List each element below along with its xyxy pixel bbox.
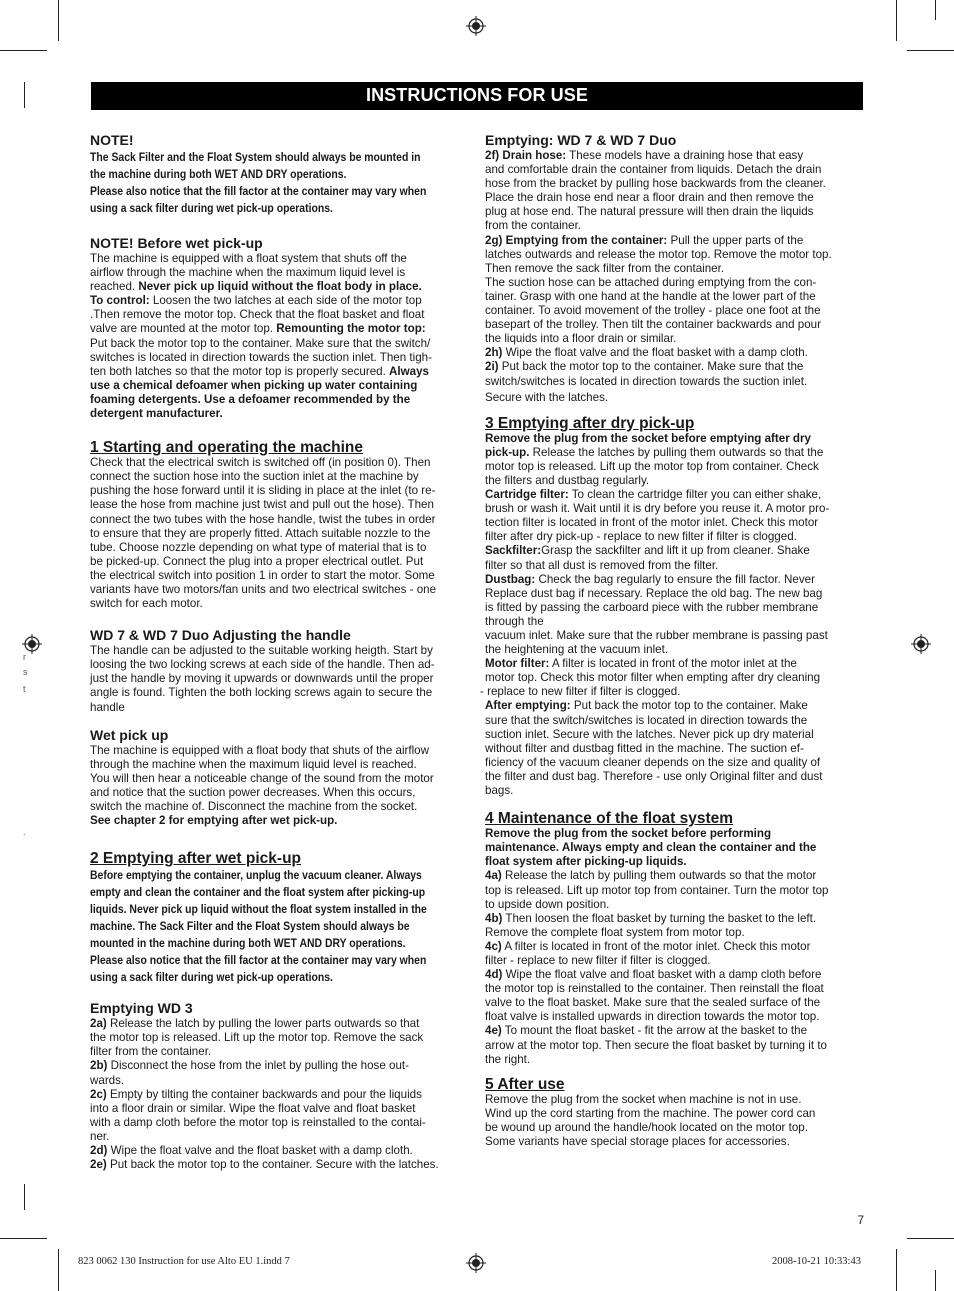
crop-mark — [907, 50, 954, 51]
body-line: plug at hose end. The natural pressure will then drain the liquids — [485, 205, 814, 219]
body-line: from the container. — [485, 219, 582, 233]
body-line: Please also notice that the fill factor at the container may vary when — [90, 954, 427, 968]
body-line: 2e) Put back the motor top to the container. Secure with the latches. — [90, 1158, 439, 1172]
body-line: motor top. Check this motor filter when empting after dry cleaning — [485, 671, 821, 685]
body-line: 4c) A filter is located in front of the motor inlet. Check this motor — [485, 939, 811, 953]
body-line: To control: Loosen the two latches at each side of the motor top — [90, 294, 422, 308]
footer-timestamp: 2008-10-21 10:33:43 — [772, 1256, 861, 1267]
body-line: connect the two tubes with the hose handle, twist the tubes in order — [90, 512, 436, 526]
margin-mark: s — [23, 667, 28, 677]
body-line: latches outwards and release the motor top. Remove the motor top. — [485, 247, 832, 261]
body-line: Some variants have special storage places for accessories. — [485, 1135, 790, 1148]
body-line: Remove the plug from the socket before emptying after dry — [485, 431, 811, 445]
body-line: The handle can be adjusted to the suitable working heigth. Start by — [90, 644, 433, 658]
body-line: filter so that all dust is removed from the filter. — [485, 558, 719, 572]
body-line: float system after picking-up liquids. — [485, 855, 687, 869]
registration-mark-icon — [466, 1253, 486, 1273]
body-line: Dustbag: Check the bag regularly to ensure the fill factor. Never — [485, 572, 815, 586]
title-bar — [91, 82, 863, 110]
body-line: basepart of the trolley. Then tilt the container backwards and pour — [485, 318, 821, 332]
emptying-wd3-heading: Emptying WD 3 — [90, 1000, 193, 1017]
body-line: 2h) Wipe the float valve and the float basket with a damp cloth. — [485, 346, 808, 360]
body-line: sure that the switch/switches is located in direction towards the — [485, 713, 808, 727]
body-line: valve are mounted at the motor top. Remounting the motor top: — [90, 322, 426, 336]
body-line: Replace dust bag if necessary. Replace the old bag. The new bag — [485, 586, 823, 600]
body-line: into a floor drain or similar. Wipe the float valve and float basket — [90, 1101, 416, 1115]
body-line: angle is found. Tighten the both locking screws again to secure the — [90, 686, 433, 700]
body-line: the motor top is reinstalled to the container. Then reinstall the float — [485, 982, 824, 996]
body-line: Remove the plug from the socket when machine is not in use. — [485, 1092, 802, 1106]
emptying-wd7-heading: Emptying: WD 7 & WD 7 Duo — [485, 132, 677, 148]
body-line: brush or wash it. Wait until it is dry before you reuse it. A motor pro- — [485, 502, 830, 516]
body-line: 2i) Put back the motor top to the container. Make sure that the — [485, 360, 804, 374]
body-line: the electrical switch into position 1 in order to start the motor. Some — [90, 568, 435, 582]
body-line: Remove the complete float system from motor top. — [485, 925, 745, 939]
body-line: be picked-up. Connect the plug into a proper electrical outlet. Put — [90, 554, 424, 568]
note1-text: using a sack filter during wet pick-up operations. — [90, 202, 333, 215]
body-line: the heightening at the vacuum inlet. — [485, 643, 669, 657]
body-line: to ensure that they are properly fitted. Attach suitable nozzle to the — [90, 526, 431, 540]
crop-mark — [896, 1249, 897, 1291]
body-line: using a sack filter during wet pick-up operations. — [90, 971, 333, 985]
registration-mark-icon — [466, 16, 486, 36]
body-line: pick-up. Release the latches by pulling them outwards so that the — [485, 445, 824, 459]
body-line: 2c) Empty by tilting the container backwards and pour the liquids — [90, 1087, 422, 1101]
body-line: 4a) Release the latch by pulling them outwards so that the motor — [485, 869, 817, 883]
section-4-heading: 4 Maintenance of the float system — [485, 810, 734, 828]
body-line: After emptying: Put back the motor top to the container. Make — [485, 699, 808, 713]
body-line: ten both latches so that the motor top is properly secured. Always — [90, 364, 429, 378]
body-line: The machine is equipped with a float system that shuts off the — [90, 252, 407, 265]
crop-mark — [24, 82, 25, 108]
body-line: empty and clean the container and the float system after picking-up — [90, 886, 426, 900]
body-line: switch/switches is located in direction towards the suction inlet. — [485, 374, 808, 388]
body-line: wards. — [90, 1073, 125, 1087]
crop-mark — [907, 1238, 954, 1239]
body-line: liquids. Never pick up liquid without the float system installed in the — [90, 903, 427, 917]
body-line: switches is located in direction towards the suction inlet. Then tigh- — [90, 350, 432, 364]
body-line: You will then hear a noticeable change of the sound from the motor — [90, 771, 434, 785]
body-line: with a damp cloth before the motor top is reinstalled to the contai- — [90, 1115, 426, 1129]
body-line: vacuum inlet. Make sure that the rubber membrane is passing past — [485, 629, 828, 642]
body-line: 4e) To mount the float basket - fit the arrow at the basket to the — [485, 1024, 808, 1038]
body-line: Wind up the cord starting from the machine. The power cord can — [485, 1106, 816, 1120]
body-line: machine. The Sack Filter and the Float System should always be — [90, 920, 410, 934]
body-line: ficiency of the vacuum cleaner depends on the size and quality of — [485, 755, 821, 769]
body-line: detergent manufacturer. — [90, 407, 223, 421]
body-line: the filters and dustbag regularly. — [485, 473, 650, 487]
body-line: is fitted by passing the carboard piece with the rubber membrane — [485, 600, 819, 614]
body-line: variants have two motors/fan units and two electrical switches - one — [90, 582, 437, 596]
body-line: airflow through the machine when the maximum liquid level is — [90, 266, 406, 280]
body-line: foaming detergents. Use a defoamer recommended by the — [90, 392, 411, 406]
body-line: - replace to new filter if filter is clogged. — [480, 685, 681, 699]
note1-text: The Sack Filter and the Float System should always be mounted in — [90, 151, 421, 164]
body-line: lease the hose from machine just twist and pull out the hose). Then — [90, 498, 434, 512]
body-line: without filter and dustbag fitted in the machine. The suction ef- — [485, 741, 804, 755]
body-line: bags. — [485, 784, 514, 798]
body-line: .Then remove the motor top. Check that the float basket and float — [90, 308, 425, 322]
section-5-heading: 5 After use — [485, 1075, 565, 1093]
body-line: through the — [485, 614, 544, 628]
body-line: ner. — [90, 1129, 110, 1143]
body-line: The machine is equipped with a float body that shuts of the airflow — [90, 743, 429, 757]
body-line: be wound up around the handle/hook located on the motor top. — [485, 1120, 808, 1134]
body-line: filter - replace to new filter if filter is clogged. — [485, 953, 711, 967]
body-line: tainer. Grasp with one hand at the handle at the lower part of the — [485, 289, 816, 303]
footer-filename: 823 0062 130 Instruction for use Alto EU 1.indd 7 — [78, 1256, 290, 1267]
crop-mark — [0, 1238, 47, 1239]
body-line: the liquids into a floor drain or similar. — [485, 332, 677, 346]
body-line: use a chemical defoamer when picking up water containing — [90, 378, 418, 392]
handle-heading: WD 7 & WD 7 Duo Adjusting the handle — [90, 627, 351, 644]
body-line: mounted in the machine during both WET AND DRY operations. — [90, 937, 406, 951]
section-1-heading: 1 Starting and operating the machine — [90, 439, 364, 457]
body-line: tection filter is located in front of the motor inlet. Check this motor — [485, 516, 819, 530]
registration-mark-icon — [911, 634, 931, 654]
body-line: and notice that the suction power decreases. When this occurs, — [90, 785, 416, 799]
body-line: reached. Never pick up liquid without the float body in place. — [90, 280, 422, 294]
body-line: valve to the float basket. Make sure that the sealed surface of the — [485, 996, 821, 1010]
body-line: 4b) Then loosen the float basket by turning the basket to the left. — [485, 911, 817, 925]
body-line: The suction hose can be attached during emptying from the con- — [485, 275, 817, 289]
page-title: INSTRUCTIONS FOR USE — [365, 85, 588, 105]
section-2-heading: 2 Emptying after wet pick-up — [90, 850, 302, 868]
body-line: switch the machine of. Disconnect the machine from the socket. — [90, 800, 418, 813]
body-line: suction inlet. Secure with the latches. Never pick up dry material — [485, 727, 814, 741]
crop-mark — [58, 1249, 59, 1291]
body-line: through the machine when the maximum liquid level is reached. — [90, 757, 417, 771]
crop-mark — [0, 50, 47, 51]
body-line: motor top is released. Lift up the motor top from container. Check — [485, 459, 819, 473]
body-line: and comfortable drain the container from liquids. Detach the drain — [485, 163, 822, 177]
body-line: 2a) Release the latch by pulling the lower parts outwards so that — [90, 1017, 420, 1031]
body-line: pushing the hose forward until it is sliding in place at the inlet (to re- — [90, 484, 436, 498]
body-line: filter from the container. — [90, 1045, 212, 1059]
body-line: Secure with the latches. — [485, 390, 609, 404]
body-line: 2g) Emptying from the container: Pull the upper parts of the — [485, 233, 804, 247]
body-line: top is released. Lift up motor top from container. Turn the motor top — [485, 883, 829, 897]
margin-mark: t — [23, 684, 26, 694]
body-line: Then remove the sack filter from the container. — [485, 261, 725, 275]
body-line: 4d) Wipe the float valve and float basket with a damp cloth before — [485, 968, 822, 982]
margin-mark: r — [23, 652, 26, 662]
body-line: 2f) Drain hose: These models have a draining hose that easy — [485, 149, 804, 162]
body-line: filter after dry pick-up - replace to new filter if filter is clogged. — [485, 530, 797, 544]
left-column — [90, 132, 475, 1172]
right-column — [480, 132, 867, 1149]
registration-mark-icon — [22, 634, 42, 654]
body-line: hose from the bracket by pulling hose backwards from the cleaner. — [485, 177, 826, 191]
crop-mark — [896, 0, 897, 41]
body-line: handle — [90, 700, 125, 714]
note1-text: the machine during both WET AND DRY operations. — [90, 168, 347, 181]
body-line: the motor top is released. Lift up the motor top. Remove the sack — [90, 1031, 424, 1045]
wet-pickup-heading: Wet pick up — [90, 726, 169, 743]
body-line: See chapter 2 for emptying after wet pick-up. — [90, 814, 338, 828]
section-3-heading: 3 Emptying after dry pick-up — [485, 414, 695, 432]
body-line: loosing the two locking screws at each side of the handle. Then ad- — [90, 658, 435, 672]
body-line: Sackfilter:Grasp the sackfilter and lift it up from cleaner. Shake — [485, 544, 810, 558]
body-line: 2d) Wipe the float valve and the float basket with a damp cloth. — [90, 1144, 413, 1158]
crop-mark — [58, 0, 59, 41]
body-line: container. To avoid movement of the trolley - place one foot at the — [485, 304, 821, 318]
body-line: just the handle by moving it upwards or downwards until the proper — [90, 672, 434, 686]
body-line: Check that the electrical switch is switched off (in position 0). Then — [90, 456, 431, 470]
body-line: arrow at the motor top. Then secure the float basket by turning it to — [485, 1038, 827, 1052]
body-line: Put back the motor top to the container. Make sure that the switch/ — [90, 336, 431, 350]
body-line: float valve is installed upwards in direction towards the motor top. — [485, 1010, 820, 1024]
body-line: connect the suction hose into the suction inlet at the machine by — [90, 470, 419, 484]
body-line: maintenance. Always empty and clean the container and the — [485, 841, 817, 855]
crop-mark — [24, 1184, 25, 1210]
body-line: the filter and dust bag. Therefore - use only Original filter and dust — [485, 769, 823, 783]
body-line: tube. Choose nozzle depending on what type of material that is to — [90, 540, 427, 554]
margin-mark: . — [23, 827, 26, 837]
page-number: 7 — [857, 1213, 864, 1227]
body-line: Motor filter: A filter is located in front of the motor inlet at the — [485, 657, 797, 671]
body-line: 2b) Disconnect the hose from the inlet by pulling the hose out- — [90, 1059, 410, 1073]
body-line: Remove the plug from the socket before performing — [485, 827, 772, 841]
body-line: switch for each motor. — [90, 597, 203, 611]
body-line: Place the drain hose end near a floor drain and then remove the — [485, 191, 814, 205]
note1-heading: NOTE! — [90, 132, 134, 148]
body-line: Before emptying the container, unplug the vacuum cleaner. Always — [90, 869, 422, 883]
note2-heading: NOTE! Before wet pick-up — [90, 235, 263, 251]
note1-text: Please also notice that the fill factor at the container may vary when — [90, 185, 427, 198]
body-line: Cartridge filter: To clean the cartridge filter you can either shake, — [485, 488, 822, 502]
body-line: to upside down position. — [485, 897, 610, 911]
crop-mark — [935, 1270, 936, 1291]
crop-mark — [935, 0, 936, 20]
body-line: the right. — [485, 1052, 531, 1066]
